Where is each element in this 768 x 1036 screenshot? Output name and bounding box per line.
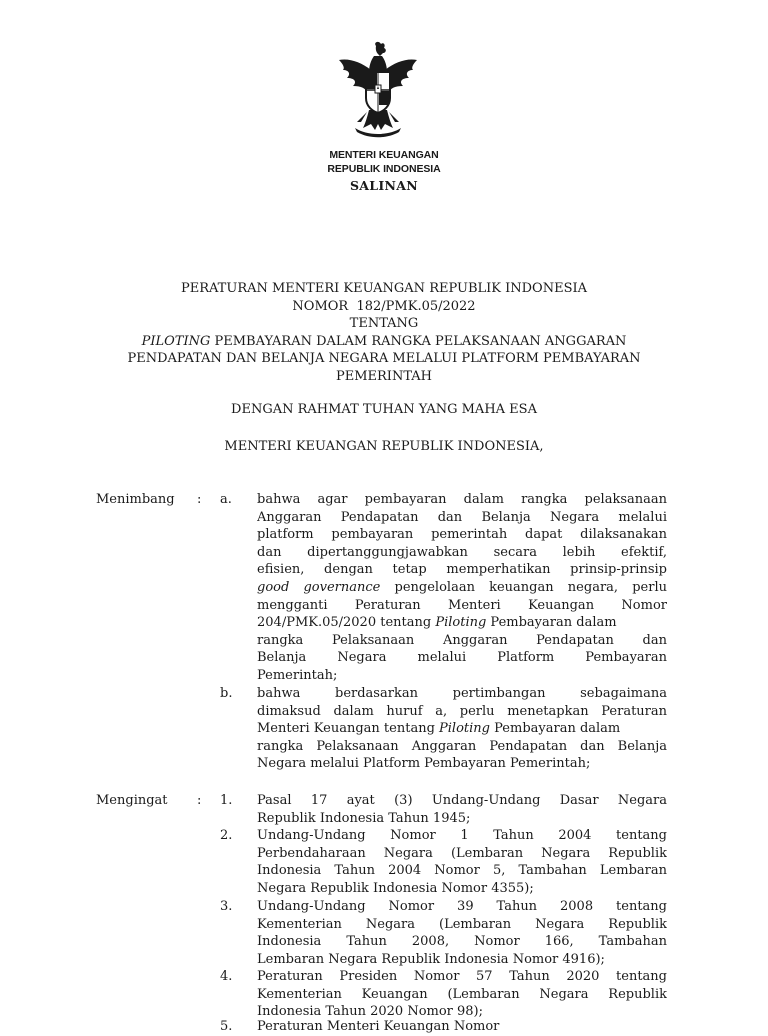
title-line xyxy=(80,333,688,351)
text-line: Undang-Undang Nomor 1 Tahun 2004 tentang xyxy=(257,828,667,843)
text-line: Peraturan Menteri Keuangan Nomor xyxy=(257,1019,500,1034)
garuda-emblem-icon xyxy=(333,40,423,140)
text-line: Kementerian Negara (Lembaran Negara Republik xyxy=(257,916,667,932)
text-line: Negara melalui Platform Pembayaran Pemerintah; xyxy=(257,756,591,772)
preamble-rahmat: DENGAN RAHMAT TUHAN YANG MAHA ESA xyxy=(231,402,537,417)
text-line: bahwa agar pembayaran dalam rangka pelaksanaan xyxy=(257,492,667,507)
text-line: dan dipertanggungjawabkan secara lebih efektif, xyxy=(257,544,667,560)
text-span: 204/PMK.05/2020 tentang xyxy=(257,615,436,631)
text-line: Peraturan Presiden Nomor 57 Tahun 2020 tentang xyxy=(257,969,667,984)
regulation-title xyxy=(80,280,688,386)
text-line xyxy=(257,720,667,738)
salinan-label: SALINAN xyxy=(349,178,418,193)
text-line: Anggaran Pendapatan dan Belanja Negara melalui xyxy=(257,509,667,525)
preamble-menteri: MENTERI KEUANGAN REPUBLIK INDONESIA, xyxy=(224,439,544,454)
title-line: PEMERINTAH xyxy=(335,368,433,384)
text-line: Undang-Undang Nomor 39 Tahun 2008 tentang xyxy=(257,899,667,914)
text-line xyxy=(257,579,667,597)
text-line: Kementerian Keuangan (Lembaran Negara Republik xyxy=(257,986,667,1002)
text-line: mengganti Peraturan Menteri Keuangan Nomor xyxy=(257,597,667,613)
text-line: rangka Pelaksanaan Anggaran Pendapatan dan xyxy=(257,632,667,648)
title-text: PEMBAYARAN DALAM RANGKA PELAKSANAAN ANGGARAN xyxy=(210,333,627,349)
title-number: NOMOR 182/PMK.05/2022 xyxy=(292,298,476,314)
mengingat-item-1 xyxy=(257,792,667,827)
text-span: pengelolaan keuangan negara, perlu xyxy=(380,579,667,595)
list-marker: 5. xyxy=(220,1019,233,1034)
header-ministry: MENTERI KEUANGAN xyxy=(329,149,439,161)
title-italic-term: PILOTING xyxy=(141,333,211,349)
list-marker: a. xyxy=(220,492,232,507)
text-line: rangka Pelaksanaan Anggaran Pendapatan dan Belanja xyxy=(257,738,667,754)
title-tentang: TENTANG xyxy=(349,316,419,332)
menimbang-point-b xyxy=(257,685,667,773)
title-line: PERATURAN MENTERI KEUANGAN REPUBLIK INDONESIA xyxy=(180,281,587,296)
text-line: Indonesia Tahun 2008, Nomor 166, Tambahan xyxy=(257,934,667,950)
list-marker: 2. xyxy=(220,828,233,843)
text-line: Belanja Negara melalui Platform Pembayaran xyxy=(257,650,667,666)
title-line: PENDAPATAN DAN BELANJA NEGARA MELALUI PLATFORM PEMBAYARAN xyxy=(127,351,641,367)
text-span: Pembayaran dalam xyxy=(490,721,621,737)
text-line: platform pembayaran pemerintah dapat dilaksanakan xyxy=(257,527,667,543)
text-line: Lembaran Negara Republik Indonesia Nomor 4916); xyxy=(257,951,605,967)
mengingat-item-5 xyxy=(257,1018,667,1036)
text-line: dimaksud dalam huruf a, perlu menetapkan Peraturan xyxy=(257,703,667,719)
header-republic: REPUBLIK INDONESIA xyxy=(327,163,441,175)
menimbang-label: Menimbang xyxy=(96,492,175,507)
list-marker: 1. xyxy=(220,793,233,808)
list-marker: 3. xyxy=(220,899,233,914)
italic-term: Piloting xyxy=(439,721,490,737)
italic-term: Piloting xyxy=(435,615,487,631)
text-line: Perbendaharaan Negara (Lembaran Negara Republik xyxy=(257,845,667,861)
text-line: Pasal 17 ayat (3) Undang-Undang Dasar Negara xyxy=(257,793,667,808)
text-span: Menteri Keuangan tentang xyxy=(257,721,440,737)
mengingat-colon: : xyxy=(197,793,202,808)
menimbang-colon: : xyxy=(197,492,202,507)
text-line: Pemerintah; xyxy=(257,667,338,683)
menimbang-point-a xyxy=(257,491,667,685)
text-line: bahwa berdasarkan pertimbangan sebagaimana xyxy=(257,686,667,701)
text-span: Pembayaran dalam xyxy=(486,615,617,631)
text-line: Republik Indonesia Tahun 1945; xyxy=(257,810,471,826)
text-line: Negara Republik Indonesia Nomor 4355); xyxy=(257,880,534,896)
text-line: Indonesia Tahun 2020 Nomor 98); xyxy=(257,1004,484,1020)
text-line: Indonesia Tahun 2004 Nomor 5, Tambahan Lembaran xyxy=(257,863,667,879)
mengingat-item-3 xyxy=(257,898,667,968)
text-line: efisien, dengan tetap memperhatikan prinsip-prinsip xyxy=(257,562,667,578)
mengingat-item-2 xyxy=(257,827,667,897)
text-line xyxy=(257,614,667,632)
mengingat-item-4 xyxy=(257,968,667,1021)
mengingat-label: Mengingat xyxy=(96,793,168,808)
list-marker: 4. xyxy=(220,969,233,984)
list-marker: b. xyxy=(220,686,233,701)
italic-term: good governance xyxy=(257,579,381,595)
